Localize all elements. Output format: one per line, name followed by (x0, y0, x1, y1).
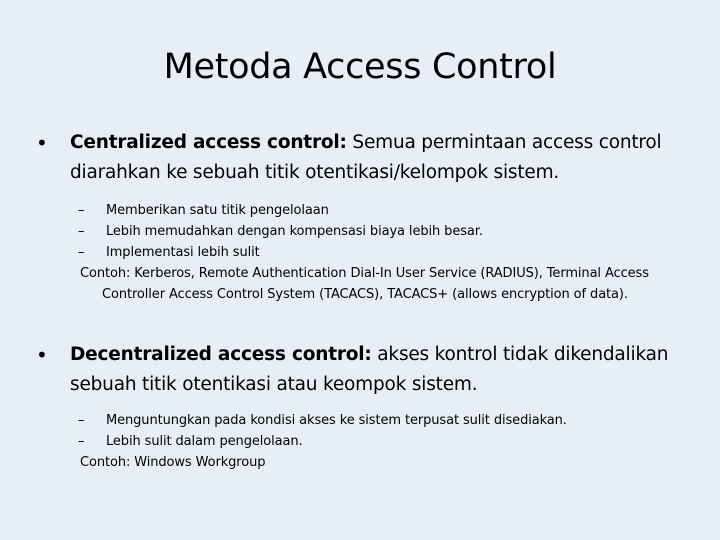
bullet-centralized (36, 128, 696, 188)
bullet-icon: • (36, 131, 48, 155)
sub-item-text: Memberikan satu titik pengelolaan (106, 203, 329, 218)
sub-item-text: Implementasi lebih sulit (106, 245, 260, 260)
bullet-decentralized (36, 340, 696, 400)
dash-icon: – (78, 224, 85, 239)
sub-item (78, 242, 696, 263)
section-decentralized (36, 340, 696, 473)
sub-item (78, 221, 696, 242)
bullet-heading-text: Semua permintaan access control diarahkan ke sebuah titik otentikasi/kelompok sistem. (70, 132, 662, 183)
sub-item-text: Lebih memudahkan dengan kompensasi biaya lebih besar. (106, 224, 483, 239)
dash-icon: – (78, 203, 85, 218)
sub-item (78, 410, 696, 431)
sub-item (78, 200, 696, 221)
dash-icon: – (78, 245, 85, 260)
example-text: Contoh: Windows Workgroup (80, 455, 266, 470)
bullet-heading-bold: Centralized access control: (70, 132, 347, 153)
dash-icon: – (78, 434, 85, 449)
bullet-heading-bold: Decentralized access control: (70, 344, 372, 365)
slide-title: Metoda Access Control (163, 47, 557, 87)
bullet-heading-text: akses kontrol tidak dikendalikan sebuah titik otentikasi atau keompok sistem. (70, 344, 669, 395)
sub-item (78, 431, 696, 452)
sub-item-text: Menguntungkan pada kondisi akses ke sistem terpusat sulit disediakan. (106, 413, 567, 428)
example-text: Contoh: Kerberos, Remote Authentication Dial-In User Service (RADIUS), Terminal Access Controller Access Control System (TACACS), TACACS+ (allows encryption of data). (80, 266, 649, 302)
bullet-icon: • (36, 343, 48, 367)
sub-item-text: Lebih sulit dalam pengelolaan. (106, 434, 303, 449)
section-centralized (36, 128, 696, 305)
dash-icon: – (78, 413, 85, 428)
